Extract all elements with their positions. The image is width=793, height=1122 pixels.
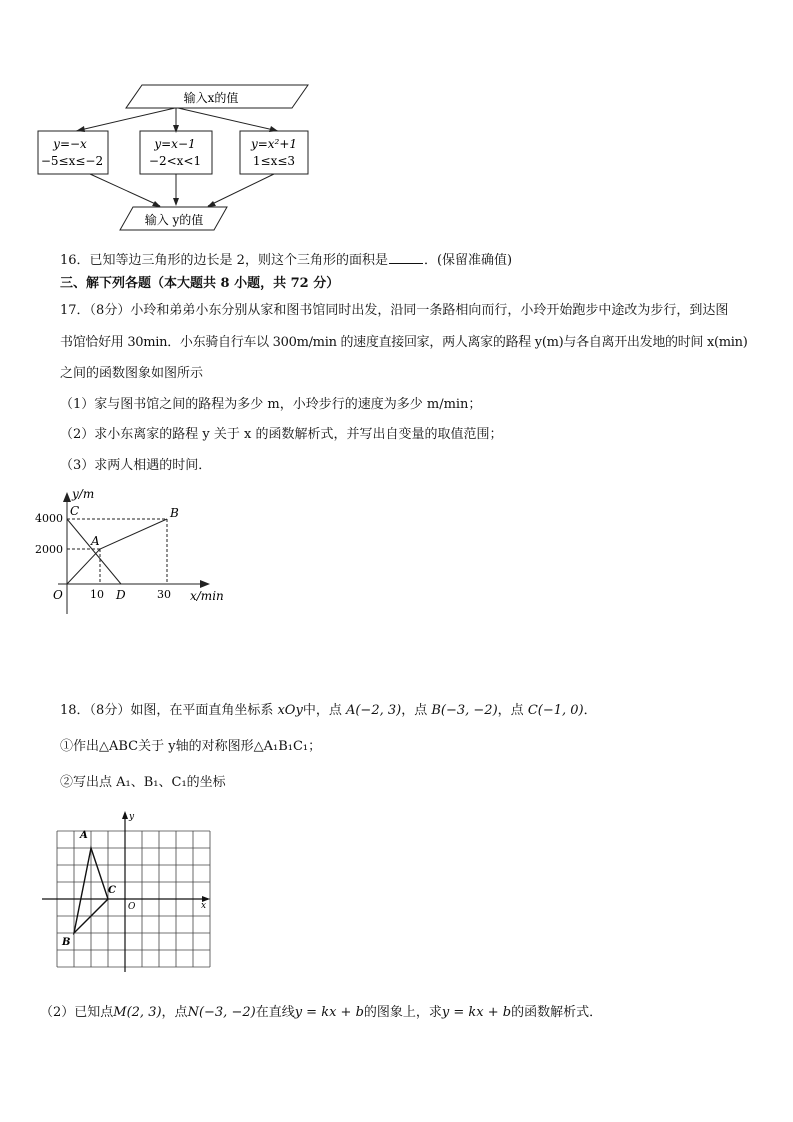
flowchart [30, 76, 320, 246]
q18-p2-mid3: 的图象上，求 [363, 1005, 442, 1020]
flow-box-3-l2: 1≤x≤3 [252, 154, 296, 168]
q18-line-eq-2: y = kx + b [441, 1005, 512, 1020]
q17-line-2: 书馆恰好用 30min．小东骑自行车以 300m/min 的速度直接回家，两人离家的路程 y(m)与各自离开出发地的时间 x(min) [60, 335, 748, 350]
q18-y-label: y [129, 812, 135, 822]
q18-pt-a: A [80, 830, 88, 841]
q17-ytick-4000: 4000 [35, 512, 63, 525]
flow-input-label: 输入x的值 [183, 91, 239, 105]
flow-output-label: 输入 y的值 [144, 213, 204, 227]
flow-box-2-l2: −2<x<1 [148, 154, 202, 168]
q18-p2-mid: ，点 [161, 1005, 188, 1020]
q18-point-b: B(−3, −2) [431, 703, 498, 718]
q18-sub-1: ①作出△ABC关于 y轴的对称图形△A₁B₁C₁； [60, 739, 322, 754]
q18-point-c: C(−1, 0) [527, 703, 584, 718]
flow-box-2-l1: y=x−1 [154, 137, 196, 151]
q18-sep-2: ，点 [497, 703, 524, 718]
flow-box-1-l1: y=−x [53, 137, 87, 151]
q18-line-eq-1: y = kx + b [294, 1005, 364, 1020]
q18-p2-mid2: 在直线 [255, 1005, 295, 1020]
q18-p2-end: 的函数解析式． [511, 1005, 603, 1020]
q18-sub-2: ②写出点 A₁、B₁、C₁的坐标 [60, 775, 226, 790]
flow-box-1-l2: −5≤x≤−2 [40, 154, 104, 168]
q18-end: ． [583, 703, 597, 718]
q17-pt-d: D [116, 588, 126, 602]
q18-sep-1: ，点 [401, 703, 428, 718]
q16-tail: ．(保留准确值) [423, 253, 513, 268]
q17-sub-3: （3）求两人相遇的时间． [60, 458, 212, 473]
q17-pt-a: A [91, 534, 100, 548]
q17-origin: O [53, 588, 63, 602]
q18-pt-b: B [62, 937, 71, 948]
flow-box-3-l1: y=x²+1 [250, 137, 298, 151]
q17-pt-b: B [170, 506, 179, 520]
q17-xiaodong-line [67, 519, 121, 584]
q17-sub-2: （2）求小东离家的路程 y 关于 x 的函数解析式，并写出自变量的取值范围； [60, 427, 503, 442]
q18-line-1 [60, 702, 597, 720]
q16-line [60, 250, 512, 270]
q17-pt-c: C [70, 504, 80, 518]
q16-blank [389, 250, 423, 264]
q18-part-2 [40, 1004, 602, 1022]
q18-origin: O [128, 902, 136, 912]
q17-xtick-30: 30 [157, 588, 171, 601]
q18-point-n: N(−3, −2) [187, 1005, 256, 1020]
q17-ylabel: y/m [72, 487, 95, 501]
q18-xoy: xOy [277, 703, 303, 718]
q17-xiaoling-line [67, 519, 167, 584]
q18-intro: 18．（8分）如图，在平面直角坐标系 [60, 703, 274, 718]
q17-line-1: 17．（8分）小玲和弟弟小东分别从家和图书馆同时出发，沿同一条路相向而行，小玲开始跑步中途改为步行，到达图 [60, 303, 729, 318]
section-3-heading: 三、解下列各题（本大题共 8 小题，共 72 分） [60, 276, 340, 291]
q17-xlabel: x/min [190, 589, 224, 603]
q18-mid: 中，点 [302, 703, 342, 718]
q16-text: 16．已知等边三角形的边长是 2，则这个三角形的面积是 [60, 253, 388, 268]
q17-sub-1: （1）家与图书馆之间的路程为多少 m，小玲步行的速度为多少 m/min； [60, 397, 482, 412]
q18-point-m: M(2, 3) [113, 1005, 162, 1020]
q18-grid [38, 808, 218, 980]
q17-ytick-2000: 2000 [35, 543, 63, 556]
q18-point-a: A(−2, 3) [345, 703, 402, 718]
q18-x-label: x [201, 901, 207, 911]
q18-p2-pre: （2）已知点 [40, 1005, 114, 1020]
q17-graph [30, 482, 240, 617]
q18-pt-c: C [108, 885, 116, 896]
q17-xtick-10: 10 [90, 588, 104, 601]
q17-line-3: 之间的函数图象如图所示 [60, 366, 204, 381]
